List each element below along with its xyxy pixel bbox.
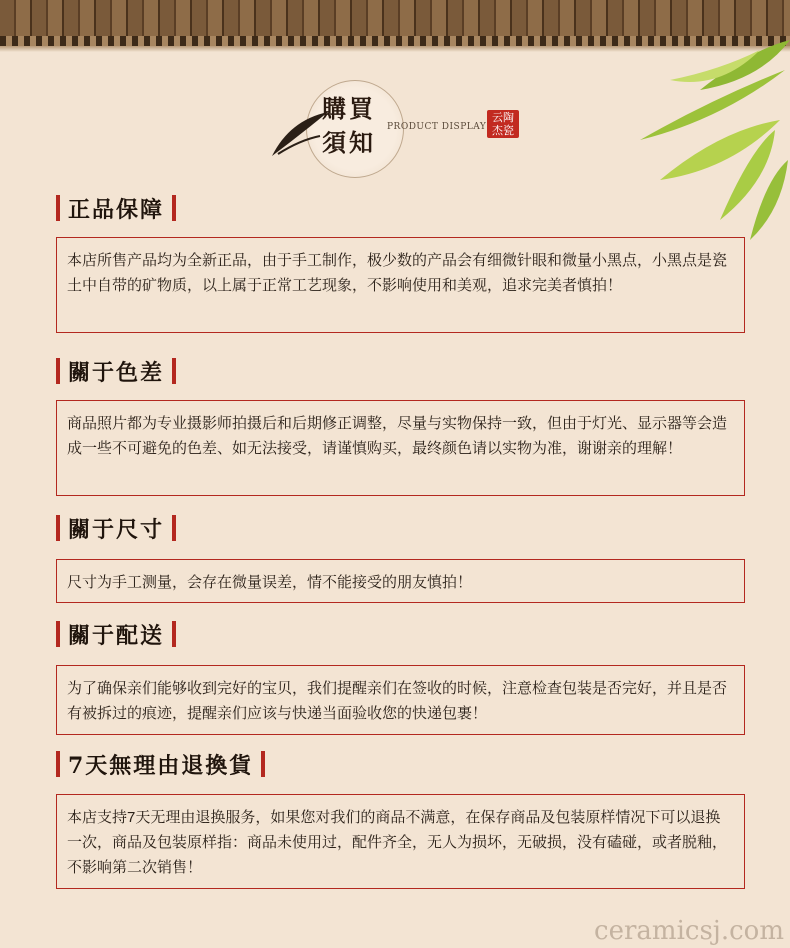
section-title: 7天無理由退換貨 — [68, 752, 254, 779]
heading-left-bar — [56, 751, 60, 777]
section-heading-color — [56, 355, 176, 387]
heading-right-bar — [172, 195, 176, 221]
bamboo-leaves-decoration — [600, 30, 790, 240]
watermark-text: ceramicsj.com — [594, 916, 784, 946]
seal-line-2: 杰瓷 — [492, 124, 514, 137]
section-body-genuine: 本店所售产品均为全新正品，由于手工制作，极少数的产品会有细微针眼和微量小黑点，小黑点是瓷土中自带的矿物质，以上属于正常工艺现象，不影响使用和美观，追求完美者慎拍！ — [56, 237, 745, 333]
section-body-return: 本店支持7天无理由退换服务，如果您对我们的商品不满意，在保存商品及包装原样情况下可以退换一次，商品及包装原样指：商品未使用过，配件齐全，无人为损坏，无破损，没有磕碰，或者脱釉，不影响第二次销售！ — [56, 794, 745, 889]
heading-left-bar — [56, 621, 60, 647]
heading-left-bar — [56, 515, 60, 541]
seal-line-1: 云陶 — [492, 111, 514, 124]
heading-right-bar — [261, 751, 265, 777]
section-body-delivery: 为了确保亲们能够收到完好的宝贝，我们提醒亲们在签收的时候，注意检查包装是否完好，并且是否有被拆过的痕迹，提醒亲们应该与快递当面验收您的快递包裹！ — [56, 665, 745, 735]
section-body-size: 尺寸为手工测量，会存在微量误差，情不能接受的朋友慎拍！ — [56, 559, 745, 603]
section-heading-genuine — [56, 192, 176, 224]
heading-right-bar — [172, 621, 176, 647]
heading-left-bar — [56, 358, 60, 384]
title-line-1: 購買 — [322, 94, 376, 123]
section-body-color: 商品照片都为专业摄影师拍摄后和后期修正调整，尽量与实物保持一致，但由于灯光、显示器等会造成一些不可避免的色差、如无法接受，请谨慎购买，最终颜色请以实物为准，谢谢亲的理解！ — [56, 400, 745, 496]
page-title — [322, 92, 392, 160]
section-title: 關于配送 — [68, 622, 165, 649]
section-heading-size — [56, 512, 176, 544]
heading-left-bar — [56, 195, 60, 221]
header-subtitle: PRODUCT DISPLAY — [387, 122, 487, 132]
red-seal-stamp — [487, 110, 519, 138]
section-title: 正品保障 — [68, 196, 165, 223]
title-line-2: 須知 — [322, 128, 376, 157]
section-heading-delivery — [56, 618, 176, 650]
brush-leaf-icon — [270, 110, 330, 160]
section-title: 關于色差 — [68, 359, 165, 386]
section-title: 關于尺寸 — [68, 516, 165, 543]
heading-right-bar — [172, 515, 176, 541]
heading-right-bar — [172, 358, 176, 384]
section-heading-return — [56, 748, 265, 780]
